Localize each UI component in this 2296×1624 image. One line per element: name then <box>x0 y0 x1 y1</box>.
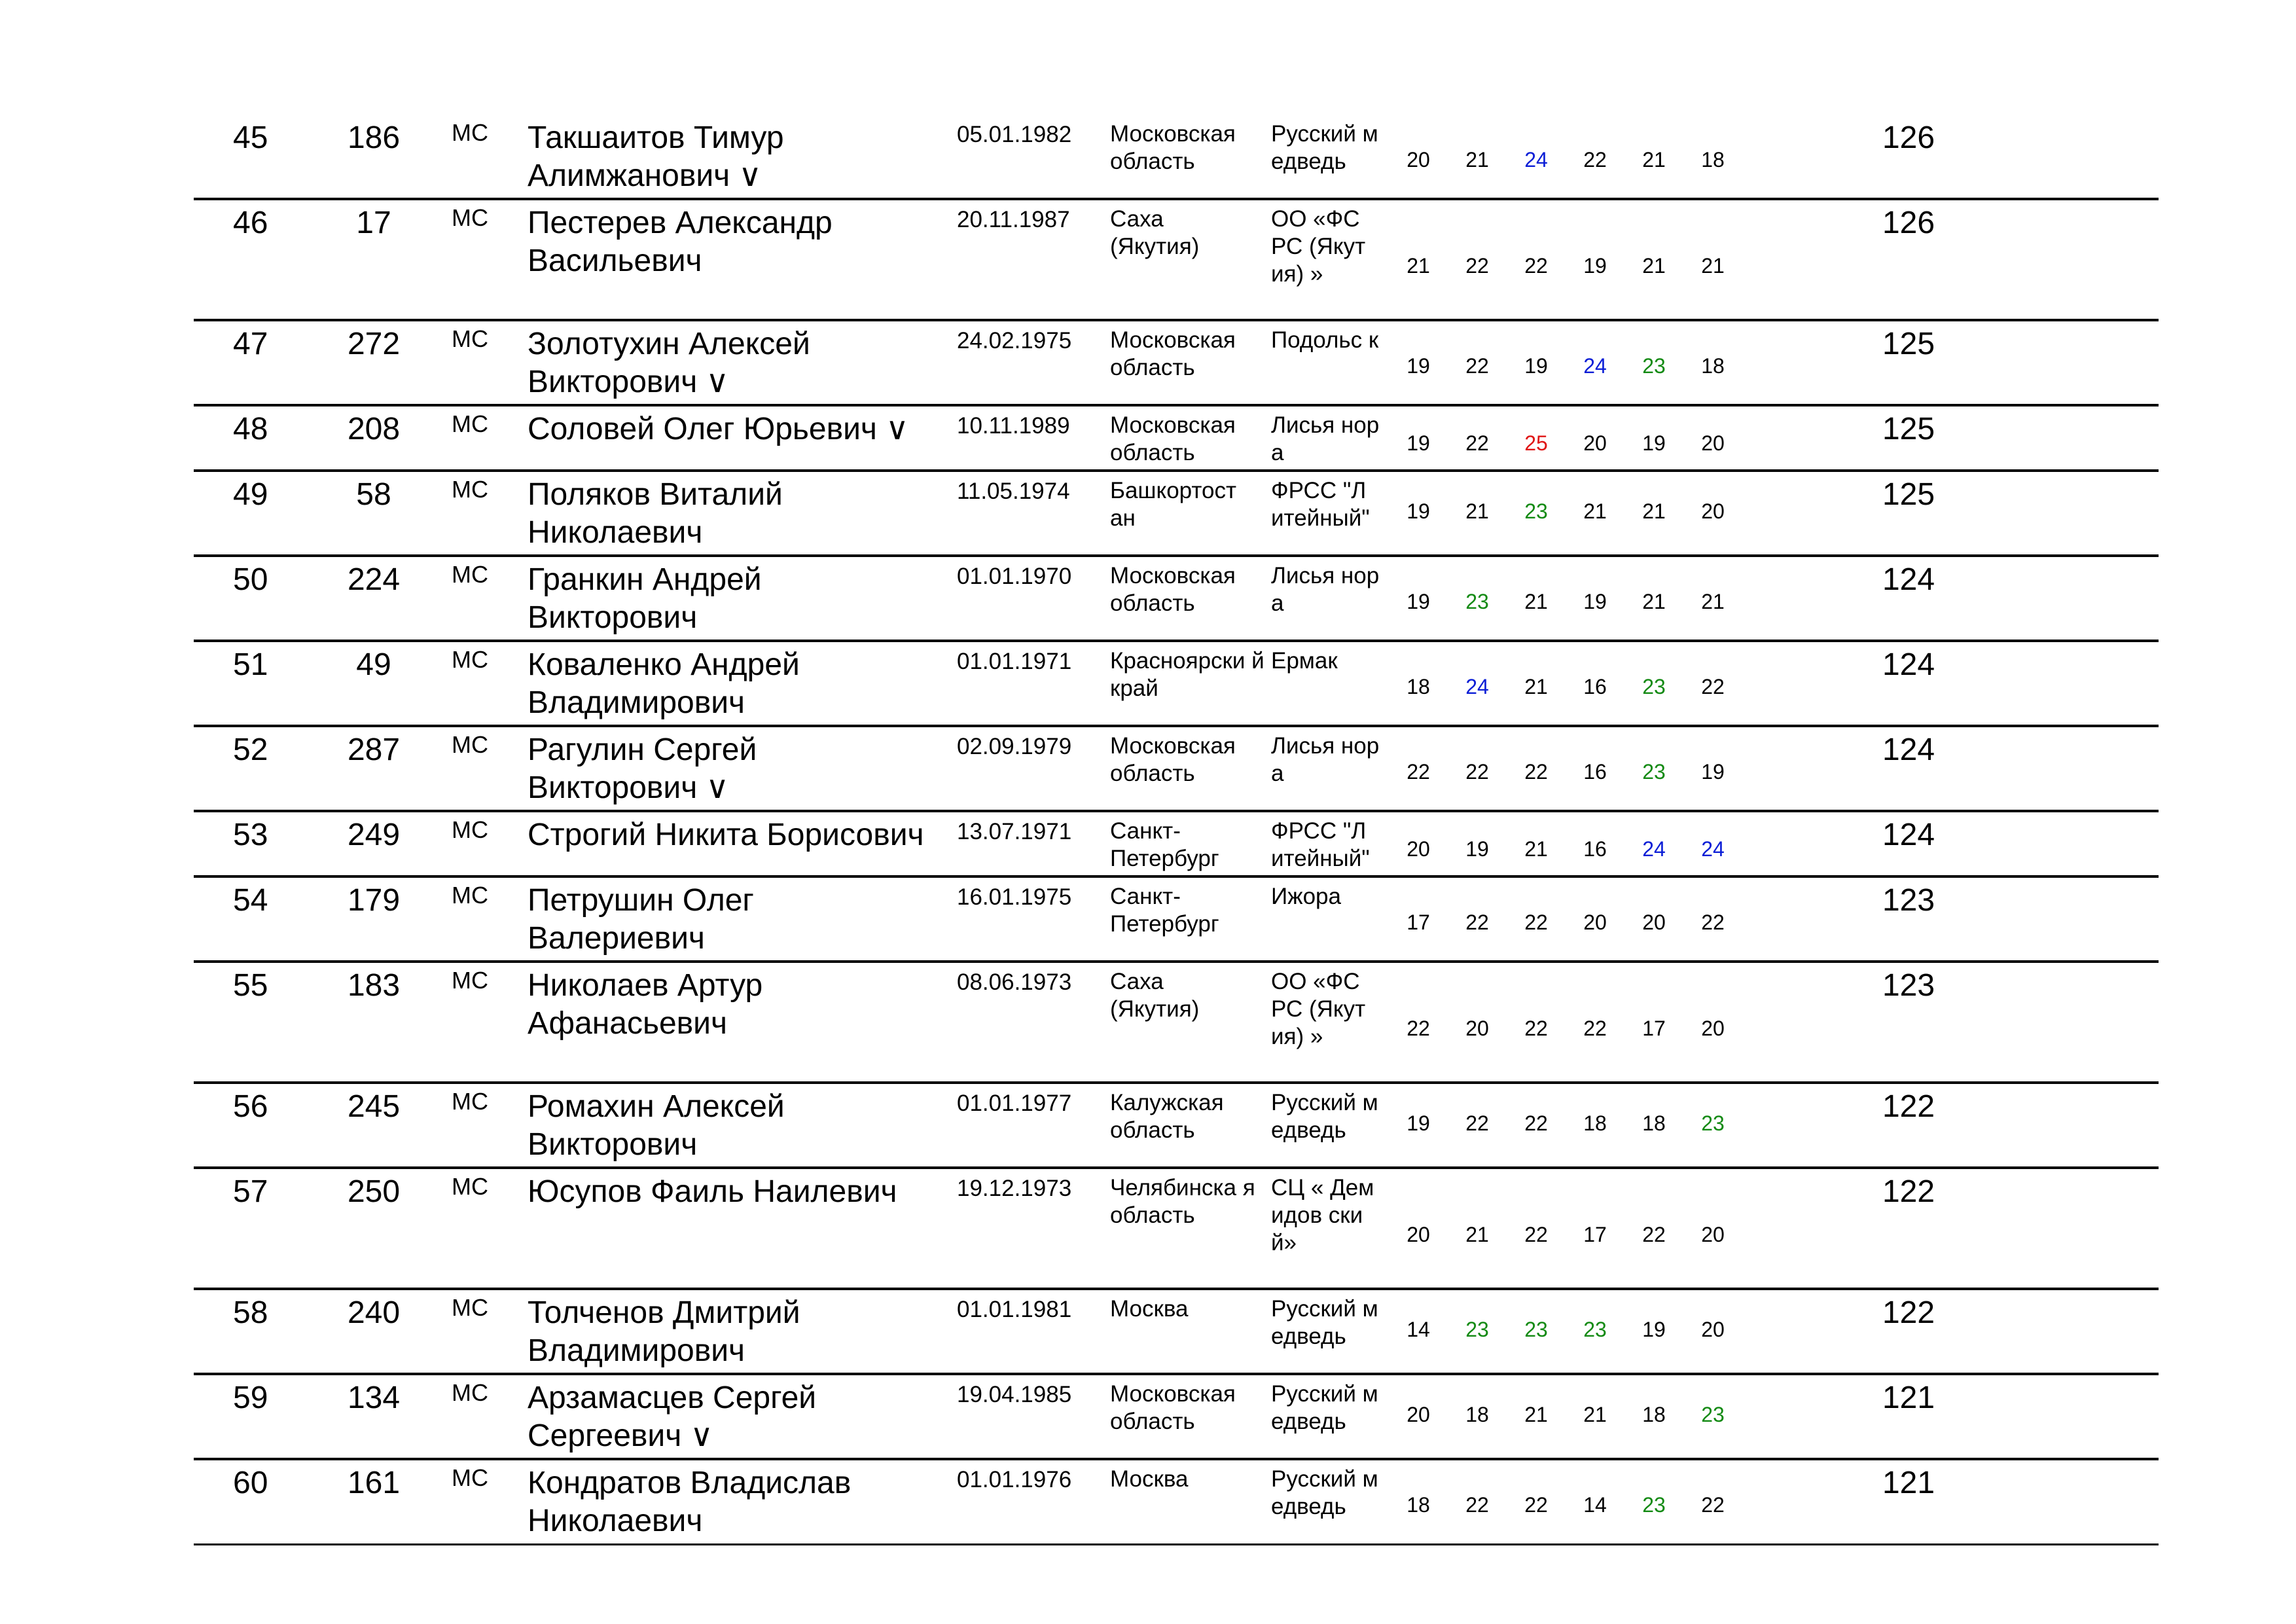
series-score-1: 19 <box>1407 1111 1430 1135</box>
series-score-4: 14 <box>1583 1493 1607 1517</box>
region-cell: Московская область <box>1110 327 1236 380</box>
series-score-3: 21 <box>1524 1403 1548 1426</box>
series-score-2: 22 <box>1465 354 1489 378</box>
total-score-cell: 124 <box>1882 562 1935 597</box>
rank-cell: МС <box>452 816 488 843</box>
series-score-1: 22 <box>1407 1017 1430 1040</box>
rank-cell: МС <box>452 325 488 352</box>
table-row <box>194 115 2159 200</box>
series-score-2: 21 <box>1465 499 1489 523</box>
series-score-5: 21 <box>1642 148 1666 171</box>
club-cell: Лисья нора <box>1271 563 1380 616</box>
club-cell: ОО «ФС РС (Якутия) » <box>1271 969 1366 1049</box>
series-score-6: 20 <box>1701 1318 1725 1341</box>
table-row <box>194 963 2159 1084</box>
athlete-name-cell: Арзамасцев Сергей Сергеевич ∨ <box>528 1380 817 1453</box>
club-cell: Ижора <box>1271 884 1341 909</box>
club-cell: Русский медведь <box>1271 121 1378 174</box>
series-score-1: 21 <box>1407 254 1430 278</box>
place-cell: 48 <box>233 412 268 446</box>
athlete-name-cell: Золотухин Алексей Викторович ∨ <box>528 327 810 399</box>
place-cell: 47 <box>233 327 268 361</box>
place-cell: 57 <box>233 1174 268 1209</box>
club-cell: Русский медведь <box>1271 1296 1378 1349</box>
series-score-3: 22 <box>1524 1223 1548 1246</box>
series-score-1: 22 <box>1407 760 1430 784</box>
region-cell: Московская область <box>1110 412 1236 465</box>
rank-cell: МС <box>452 410 488 437</box>
series-scores <box>1395 557 1749 640</box>
series-score-2: 23 <box>1465 1318 1489 1341</box>
region-cell: Московская область <box>1110 1381 1236 1434</box>
series-score-4: 22 <box>1583 148 1607 171</box>
series-score-3: 21 <box>1524 590 1548 613</box>
table-row <box>194 1084 2159 1169</box>
series-scores <box>1395 1460 1749 1543</box>
series-score-1: 19 <box>1407 354 1430 378</box>
series-score-5: 23 <box>1642 675 1666 698</box>
series-score-1: 18 <box>1407 1493 1430 1517</box>
bib-number-cell: 224 <box>347 562 401 597</box>
series-score-6: 21 <box>1701 590 1725 613</box>
series-score-1: 19 <box>1407 431 1430 455</box>
region-cell: Москва <box>1110 1466 1189 1492</box>
series-score-5: 21 <box>1642 590 1666 613</box>
athlete-name-cell: Петрушин Олег Валериевич <box>528 883 754 956</box>
series-scores <box>1395 963 1749 1081</box>
series-score-6: 19 <box>1701 760 1725 784</box>
club-cell: Русский медведь <box>1271 1466 1378 1519</box>
athlete-name-cell: Кондратов Владислав Николаевич <box>528 1466 852 1538</box>
region-cell: Башкортост ан <box>1110 478 1237 531</box>
table-row <box>194 321 2159 406</box>
rank-cell: МС <box>452 882 488 909</box>
table-row <box>194 200 2159 321</box>
series-scores <box>1395 1084 1749 1166</box>
club-cell: Подольс к <box>1271 327 1379 353</box>
birth-date-cell: 05.01.1982 <box>957 122 1072 147</box>
series-score-6: 20 <box>1701 1223 1725 1246</box>
series-score-5: 17 <box>1642 1017 1666 1040</box>
series-score-2: 22 <box>1465 911 1489 934</box>
series-score-4: 18 <box>1583 1111 1607 1135</box>
series-scores <box>1395 321 1749 404</box>
bib-number-cell: 250 <box>347 1174 401 1209</box>
series-scores <box>1395 878 1749 960</box>
athlete-name-cell: Строгий Никита Борисович <box>528 818 924 852</box>
birth-date-cell: 01.01.1981 <box>957 1297 1072 1322</box>
series-score-4: 16 <box>1583 675 1607 698</box>
athlete-name-cell: Такшаитов Тимур Алимжанович ∨ <box>528 120 784 193</box>
series-score-3: 22 <box>1524 1017 1548 1040</box>
series-score-2: 18 <box>1465 1403 1489 1426</box>
series-score-6: 20 <box>1701 431 1725 455</box>
series-score-6: 21 <box>1701 254 1725 278</box>
series-score-6: 22 <box>1701 911 1725 934</box>
bib-number-cell: 161 <box>347 1466 401 1500</box>
series-score-4: 21 <box>1583 499 1607 523</box>
series-score-6: 22 <box>1701 675 1725 698</box>
birth-date-cell: 10.11.1989 <box>957 413 1070 439</box>
series-scores <box>1395 727 1749 810</box>
birth-date-cell: 19.04.1985 <box>957 1382 1072 1407</box>
series-score-4: 20 <box>1583 911 1607 934</box>
club-cell: ФРСС "Л итейный" <box>1271 478 1370 531</box>
series-score-3: 22 <box>1524 911 1548 934</box>
region-cell: Москва <box>1110 1296 1189 1322</box>
place-cell: 45 <box>233 120 268 155</box>
athlete-name-cell: Гранкин Андрей Викторович <box>528 562 762 635</box>
bib-number-cell: 287 <box>347 732 401 767</box>
series-score-5: 19 <box>1642 431 1666 455</box>
total-score-cell: 121 <box>1882 1380 1935 1415</box>
series-score-6: 18 <box>1701 354 1725 378</box>
total-score-cell: 123 <box>1882 883 1935 918</box>
series-score-4: 19 <box>1583 254 1607 278</box>
club-cell: СЦ « Демидов ский» <box>1271 1175 1374 1255</box>
series-score-1: 17 <box>1407 911 1430 934</box>
birth-date-cell: 16.01.1975 <box>957 884 1072 910</box>
series-score-3: 22 <box>1524 1493 1548 1517</box>
series-scores <box>1395 1169 1749 1288</box>
club-cell: Русский медведь <box>1271 1381 1378 1434</box>
series-score-4: 22 <box>1583 1017 1607 1040</box>
table-row <box>194 1169 2159 1290</box>
place-cell: 54 <box>233 883 268 918</box>
athlete-name-cell: Поляков Виталий Николаевич <box>528 477 783 550</box>
series-score-2: 20 <box>1465 1017 1489 1040</box>
rank-cell: МС <box>452 1464 488 1491</box>
total-score-cell: 125 <box>1882 477 1935 512</box>
rank-cell: МС <box>452 1173 488 1200</box>
table-row <box>194 642 2159 727</box>
series-score-6: 23 <box>1701 1403 1725 1426</box>
series-score-5: 23 <box>1642 354 1666 378</box>
series-score-5: 18 <box>1642 1111 1666 1135</box>
series-score-3: 19 <box>1524 354 1548 378</box>
series-score-6: 24 <box>1701 837 1725 861</box>
bib-number-cell: 249 <box>347 818 401 852</box>
results-table <box>194 115 2159 1545</box>
total-score-cell: 124 <box>1882 818 1935 852</box>
club-cell: Лисья нора <box>1271 733 1380 786</box>
total-score-cell: 122 <box>1882 1089 1935 1124</box>
athlete-name-cell: Толченов Дмитрий Владимирович <box>528 1295 800 1368</box>
series-score-4: 20 <box>1583 431 1607 455</box>
series-scores <box>1395 812 1749 875</box>
series-scores <box>1395 1290 1749 1373</box>
series-score-5: 21 <box>1642 499 1666 523</box>
bib-number-cell: 186 <box>347 120 401 155</box>
athlete-name-cell: Ромахин Алексей Викторович <box>528 1089 785 1162</box>
series-score-4: 16 <box>1583 837 1607 861</box>
place-cell: 55 <box>233 968 268 1003</box>
athlete-name-cell: Николаев Артур Афанасьевич <box>528 968 763 1041</box>
total-score-cell: 124 <box>1882 732 1935 767</box>
series-score-2: 22 <box>1465 431 1489 455</box>
rank-cell: МС <box>452 646 488 673</box>
bib-number-cell: 58 <box>356 477 391 512</box>
region-cell: Красноярски й край <box>1110 648 1265 701</box>
birth-date-cell: 01.01.1976 <box>957 1467 1072 1492</box>
rank-cell: МС <box>452 1294 488 1321</box>
rank-cell: МС <box>452 476 488 503</box>
table-row <box>194 1460 2159 1545</box>
series-score-1: 20 <box>1407 1223 1430 1246</box>
birth-date-cell: 01.01.1971 <box>957 649 1072 674</box>
series-scores <box>1395 1375 1749 1458</box>
series-score-2: 22 <box>1465 254 1489 278</box>
birth-date-cell: 08.06.1973 <box>957 969 1072 995</box>
club-cell: Ермак <box>1271 648 1338 674</box>
series-score-4: 17 <box>1583 1223 1607 1246</box>
bib-number-cell: 208 <box>347 412 401 446</box>
table-row <box>194 812 2159 878</box>
club-cell: Русский медведь <box>1271 1090 1378 1143</box>
series-score-3: 24 <box>1524 148 1548 171</box>
rank-cell: МС <box>452 204 488 231</box>
table-row <box>194 1290 2159 1375</box>
region-cell: Саха (Якутия) <box>1110 969 1200 1022</box>
rank-cell: МС <box>452 561 488 588</box>
series-scores <box>1395 200 1749 319</box>
club-cell: ОО «ФС РС (Якутия) » <box>1271 206 1366 287</box>
total-score-cell: 122 <box>1882 1295 1935 1330</box>
place-cell: 50 <box>233 562 268 597</box>
place-cell: 56 <box>233 1089 268 1124</box>
bib-number-cell: 272 <box>347 327 401 361</box>
series-score-1: 19 <box>1407 499 1430 523</box>
series-score-3: 23 <box>1524 1318 1548 1341</box>
total-score-cell: 126 <box>1882 120 1935 155</box>
rank-cell: МС <box>452 967 488 994</box>
series-score-2: 22 <box>1465 1493 1489 1517</box>
total-score-cell: 122 <box>1882 1174 1935 1209</box>
birth-date-cell: 20.11.1987 <box>957 207 1070 232</box>
series-score-2: 24 <box>1465 675 1489 698</box>
series-score-2: 23 <box>1465 590 1489 613</box>
place-cell: 49 <box>233 477 268 512</box>
birth-date-cell: 13.07.1971 <box>957 819 1072 844</box>
total-score-cell: 124 <box>1882 647 1935 682</box>
total-score-cell: 126 <box>1882 206 1935 240</box>
bib-number-cell: 245 <box>347 1089 401 1124</box>
series-score-6: 20 <box>1701 1017 1725 1040</box>
series-score-2: 21 <box>1465 148 1489 171</box>
rank-cell: МС <box>452 731 488 758</box>
series-score-5: 22 <box>1642 1223 1666 1246</box>
athlete-name-cell: Пестерев Александр Васильевич <box>528 206 833 278</box>
bib-number-cell: 49 <box>356 647 391 682</box>
series-score-6: 22 <box>1701 1493 1725 1517</box>
series-score-5: 19 <box>1642 1318 1666 1341</box>
region-cell: Челябинска я область <box>1110 1175 1255 1228</box>
bib-number-cell: 134 <box>347 1380 401 1415</box>
place-cell: 58 <box>233 1295 268 1330</box>
series-score-3: 23 <box>1524 499 1548 523</box>
series-score-4: 23 <box>1583 1318 1607 1341</box>
region-cell: Саха (Якутия) <box>1110 206 1200 259</box>
place-cell: 46 <box>233 206 268 240</box>
series-score-1: 19 <box>1407 590 1430 613</box>
series-score-1: 18 <box>1407 675 1430 698</box>
bib-number-cell: 179 <box>347 883 401 918</box>
series-score-5: 20 <box>1642 911 1666 934</box>
series-score-1: 20 <box>1407 837 1430 861</box>
series-score-1: 20 <box>1407 1403 1430 1426</box>
region-cell: Московская область <box>1110 733 1236 786</box>
series-score-5: 18 <box>1642 1403 1666 1426</box>
place-cell: 53 <box>233 818 268 852</box>
bib-number-cell: 183 <box>347 968 401 1003</box>
birth-date-cell: 24.02.1975 <box>957 328 1072 353</box>
series-score-3: 21 <box>1524 837 1548 861</box>
total-score-cell: 125 <box>1882 412 1935 446</box>
bib-number-cell: 17 <box>356 206 391 240</box>
club-cell: ФРСС "Л итейный" <box>1271 818 1370 871</box>
rank-cell: МС <box>452 119 488 146</box>
place-cell: 59 <box>233 1380 268 1415</box>
birth-date-cell: 11.05.1974 <box>957 478 1070 504</box>
series-scores <box>1395 406 1749 469</box>
series-score-3: 21 <box>1524 675 1548 698</box>
birth-date-cell: 02.09.1979 <box>957 734 1072 759</box>
athlete-name-cell: Коваленко Андрей Владимирович <box>528 647 800 720</box>
total-score-cell: 121 <box>1882 1466 1935 1500</box>
birth-date-cell: 01.01.1977 <box>957 1091 1072 1116</box>
series-score-3: 22 <box>1524 254 1548 278</box>
table-row <box>194 878 2159 963</box>
series-score-3: 22 <box>1524 1111 1548 1135</box>
series-score-2: 19 <box>1465 837 1489 861</box>
rank-cell: МС <box>452 1379 488 1406</box>
athlete-name-cell: Юсупов Фаиль Наилевич <box>528 1174 897 1209</box>
athlete-name-cell: Соловей Олег Юрьевич ∨ <box>528 412 909 446</box>
table-row <box>194 1375 2159 1460</box>
table-row <box>194 472 2159 557</box>
region-cell: Санкт- Петербург <box>1110 818 1219 871</box>
rank-cell: МС <box>452 1088 488 1115</box>
series-score-2: 21 <box>1465 1223 1489 1246</box>
table-row <box>194 557 2159 642</box>
series-score-1: 14 <box>1407 1318 1430 1341</box>
series-score-4: 21 <box>1583 1403 1607 1426</box>
total-score-cell: 123 <box>1882 968 1935 1003</box>
table-row <box>194 406 2159 472</box>
series-score-4: 24 <box>1583 354 1607 378</box>
place-cell: 51 <box>233 647 268 682</box>
club-cell: Лисья нора <box>1271 412 1380 465</box>
birth-date-cell: 01.01.1970 <box>957 564 1072 589</box>
series-scores <box>1395 472 1749 554</box>
series-score-2: 22 <box>1465 760 1489 784</box>
series-score-4: 19 <box>1583 590 1607 613</box>
series-score-5: 23 <box>1642 760 1666 784</box>
region-cell: Санкт- Петербург <box>1110 884 1219 937</box>
place-cell: 52 <box>233 732 268 767</box>
region-cell: Калужская область <box>1110 1090 1224 1143</box>
table-row <box>194 727 2159 812</box>
series-score-6: 18 <box>1701 148 1725 171</box>
series-score-5: 21 <box>1642 254 1666 278</box>
series-score-2: 22 <box>1465 1111 1489 1135</box>
athlete-name-cell: Рагулин Сергей Викторович ∨ <box>528 732 757 805</box>
series-score-5: 24 <box>1642 837 1666 861</box>
series-score-4: 16 <box>1583 760 1607 784</box>
series-scores <box>1395 642 1749 725</box>
series-score-6: 20 <box>1701 499 1725 523</box>
series-score-1: 20 <box>1407 148 1430 171</box>
total-score-cell: 125 <box>1882 327 1935 361</box>
place-cell: 60 <box>233 1466 268 1500</box>
series-score-5: 23 <box>1642 1493 1666 1517</box>
region-cell: Московская область <box>1110 563 1236 616</box>
series-score-3: 22 <box>1524 760 1548 784</box>
series-score-3: 25 <box>1524 431 1548 455</box>
region-cell: Московская область <box>1110 121 1236 174</box>
bib-number-cell: 240 <box>347 1295 401 1330</box>
series-score-6: 23 <box>1701 1111 1725 1135</box>
series-scores <box>1395 115 1749 198</box>
birth-date-cell: 19.12.1973 <box>957 1176 1072 1201</box>
